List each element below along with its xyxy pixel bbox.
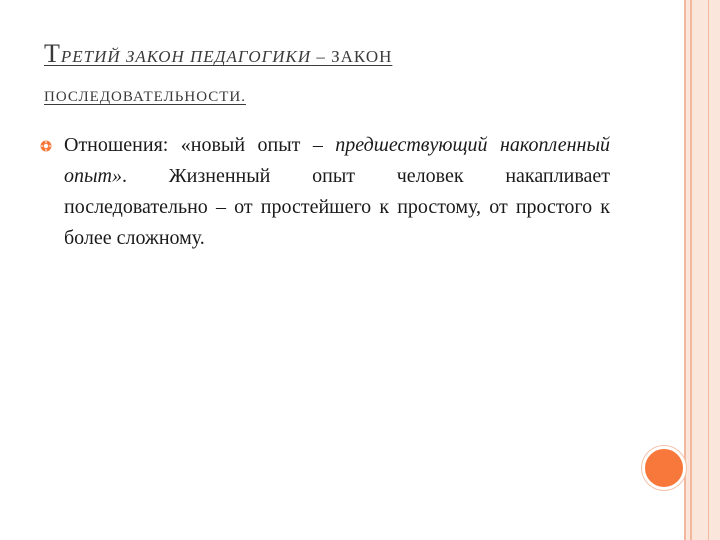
slide-body	[40, 130, 610, 254]
title-part-b: – ЗАКОН	[311, 47, 393, 66]
title-line-1	[44, 34, 644, 77]
bullet-text-italic: предшествующий накопленный опыт»	[64, 134, 610, 187]
title-line-2: ПОСЛЕДОВАТЕЛЬНОСТИ.	[44, 89, 246, 105]
sun-bullet-icon	[40, 140, 52, 152]
side-decoration-line	[690, 0, 692, 540]
side-decoration-line	[708, 0, 709, 540]
bullet-item	[40, 130, 610, 254]
bullet-text	[64, 130, 610, 254]
bullet-text-part-3: . Жизненный опыт человек накапливает последовательно – от простейшего к простому, от простого к более сложному.	[64, 165, 610, 249]
title-initial: Т	[44, 39, 61, 68]
orange-circle-decoration	[642, 446, 686, 490]
title-part-a: РЕТИЙ ЗАКОН ПЕДАГОГИКИ	[60, 47, 312, 66]
bullet-text-part-1: Отношения: «новый опыт –	[64, 134, 336, 156]
slide-title	[44, 34, 644, 117]
